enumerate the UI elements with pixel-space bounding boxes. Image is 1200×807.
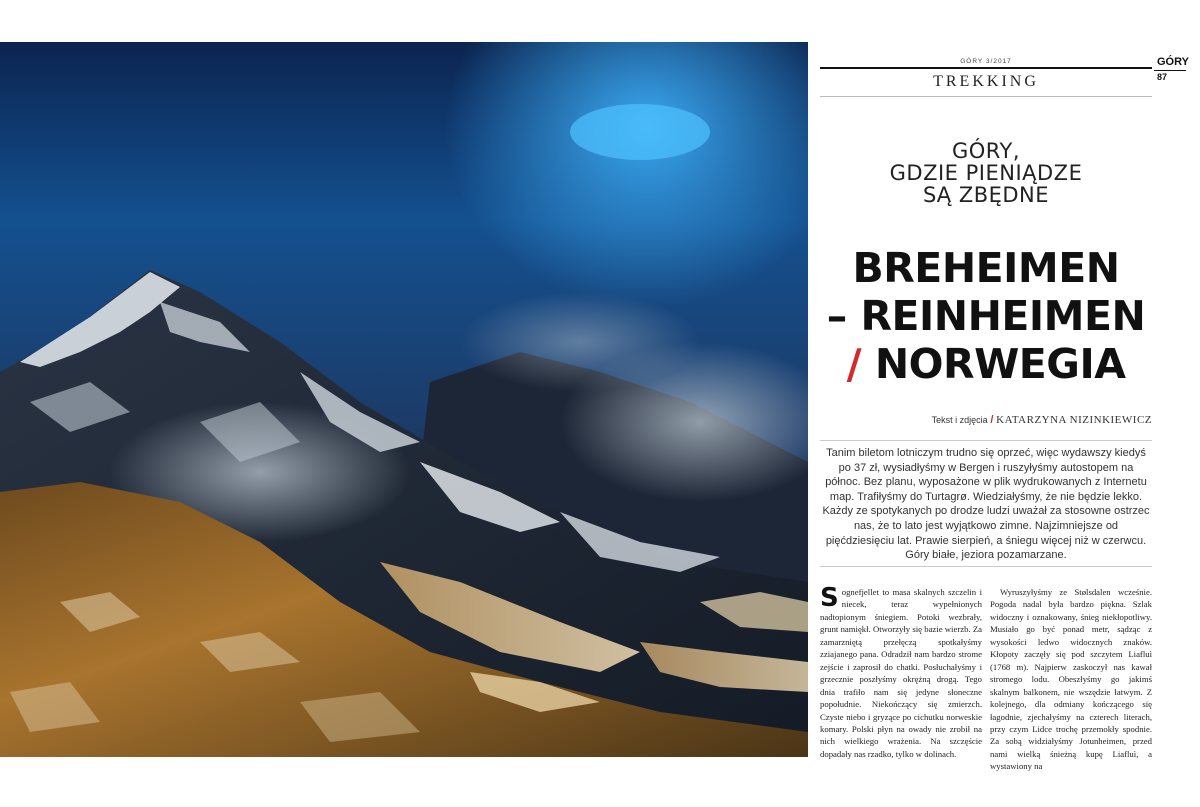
page-number: 87: [1157, 72, 1168, 82]
section-rule: [820, 96, 1152, 97]
subtitle-line: GDZIE PIENIĄDZE: [889, 161, 1083, 185]
article-subtitle: [820, 140, 1152, 206]
magazine-name: GÓRY: [1157, 56, 1189, 68]
subtitle-line: SĄ ZBĘDNE: [922, 183, 1050, 207]
title-slash: /: [846, 340, 862, 388]
byline-slash: /: [990, 414, 994, 426]
body-column-2: [990, 586, 1152, 773]
subtitle-line: GÓRY,: [951, 139, 1021, 163]
mountain-landscape-image: [0, 42, 808, 757]
header-rule: [820, 67, 1152, 69]
title-line-3: [820, 340, 1152, 388]
section-title: TREKKING: [933, 73, 1039, 90]
title-line: NORWEGIA: [874, 340, 1126, 388]
title-line: BREHEIMEN: [852, 244, 1120, 292]
lead-top-rule: [820, 440, 1152, 441]
page-header: [820, 58, 1152, 97]
title-line: – REINHEIMEN: [826, 292, 1146, 340]
body-text: Wyruszyłyśmy ze Stølsdalen wcześnie. Pogoda nadal była bardzo piękna. Szlak widoczny i oznakowany, śnieg niekłopotliwy. Musiało go być ponad metr, sądząc z wysokości ledwo widocznych znaków. Kłopoty zaczęły się pod szczytem Liafluì (1768 m). Najpierw zaskoczył nas kawał stromego lodu. Obeszłyśmy go jakimś skalnym balkonem, nie wszędzie łatwym. Z kolejnego, dla odmiany kończącego się łagodnie, zjechałyśmy na czterech literach, przy czym Lidce trochę przemokły spodnie. Za sobą widziałyśmy Jotunheimen, przed nami wielką śnieżną kupę Liafluì, a wystawiony na: [990, 587, 1152, 772]
lead-bottom-rule: [820, 566, 1152, 567]
lead-paragraph: Tanim biletom lotniczym trudno się oprzeć, więc wydawszy kiedyś po 37 zł, wysiadłyśmy w Bergen i ruszyłyśmy autostopem na północ. Bez planu, wyposażone w plik wydrukowanych z Internetu map. Trafiłyśmy do Turtagrø. Wiedziałyśmy, że nie będzie lekko. Każdy ze spotykanych po drodze ludzi uważał za stosowne ostrzec nas, że to lato jest wyjątkowo zimne. Najzimniejsze od pięćdziesięciu lat. Prawie sierpień, a śniegu więcej niż w czerwcu. Góry białe, jeziora pozamarzane.: [822, 447, 1150, 562]
drop-cap: S: [820, 583, 839, 613]
article-title: [820, 244, 1152, 388]
body-text: ognefjellet to masa skalnych szczelin i niecek, teraz wypełnionych nadtopionym śniegiem. Potoki wezbrały, grunt namiękł. Otworzyły się bazie wierzb. Za zamarzniętą przełęczą spotkałyśmy zziajanego pana. Odradził nam bardzo strome zejście i zaprosił do chatki. Posłuchałyśmy i grzecznie poszłyśmy okrężną drogą. Tego dnia trafiło nam się jedyne słoneczne popołudnie. Niekończący się zmierzch. Czyste niebo i gryzące po cichutku norweskie komary. Polski płyn na owady nie zrobił na nich wielkiego wrażenia. Na szczęście dopadały nas rzadko, tylko w dolinach.: [820, 587, 982, 759]
issue-label: GÓRY 3/2017: [960, 58, 1012, 65]
page-number-rule: [1154, 70, 1186, 71]
mountain-photo: [0, 42, 808, 757]
body-column-1: [820, 583, 982, 760]
byline-label: Tekst i zdjęcia: [931, 415, 988, 425]
byline: [820, 414, 1152, 426]
author-name: KATARZYNA NIZINKIEWICZ: [996, 414, 1152, 426]
